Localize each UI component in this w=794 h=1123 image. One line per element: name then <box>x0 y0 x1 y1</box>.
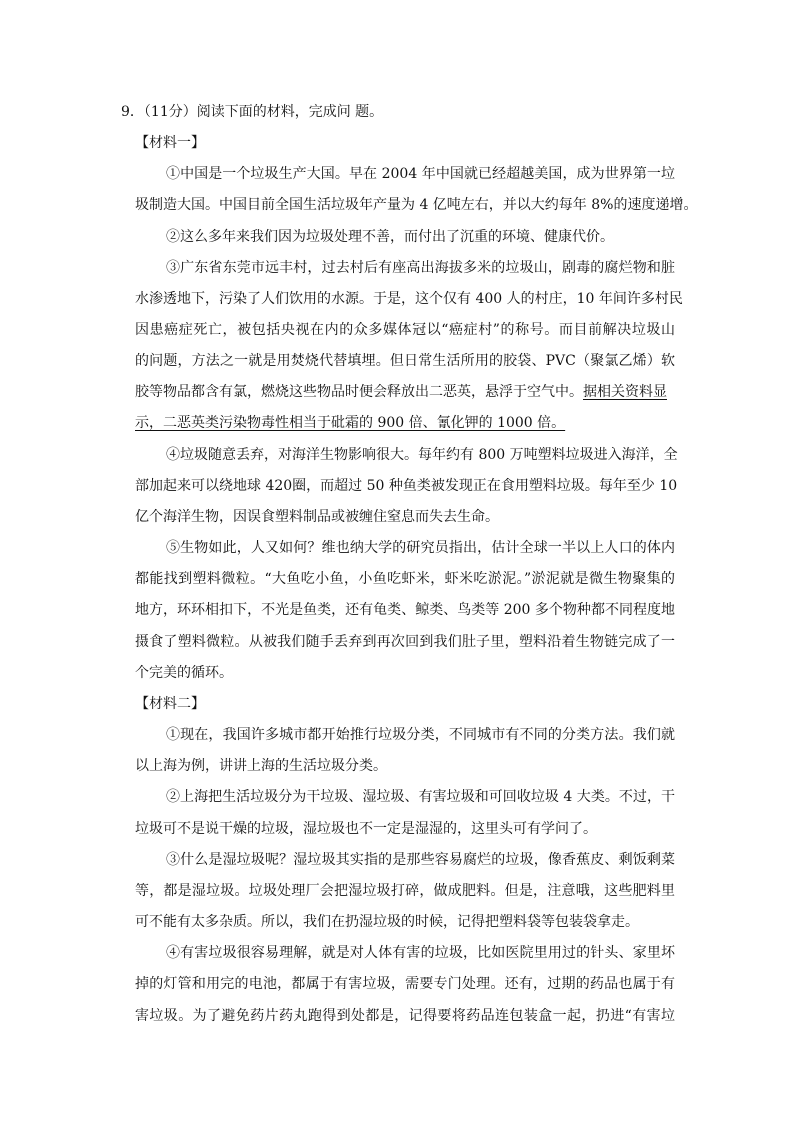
paragraph-line: ③广东省东莞市远丰村，过去村后有座高出海拔多米的垃圾山，剧毒的腐烂物和脏 <box>166 260 675 276</box>
paragraph-line: 垃圾可不是说干燥的垃圾，湿垃圾也不一定是湿湿的，这里头可有学问了。 <box>135 821 597 837</box>
material1-heading: 【材料一】 <box>135 135 205 151</box>
paragraph-line: ②这么多年来我们因为垃圾处理不善，而付出了沉重的环境、健康代价。 <box>166 229 614 245</box>
paragraph-line: ①现在，我国许多城市都开始推行垃圾分类，不同城市有不同的分类方法。我们就 <box>166 727 675 743</box>
question-title: 9．（11分）阅读下面的材料，完成问 题。 <box>121 104 384 120</box>
paragraph-line: ④有害垃圾很容易理解，就是对人体有害的垃圾，比如医院里用过的针头、家里坏 <box>166 945 675 961</box>
paragraph-line: 摄食了塑料微粒。从被我们随手丢弃到再次回到我们肚子里，塑料沿着生物链完成了一 <box>135 634 675 650</box>
paragraph-text: 胶等物品都含有氯，燃烧这些物品时便会释放出二恶英，悬浮于空气中。 <box>135 384 583 400</box>
paragraph-line <box>135 382 675 402</box>
paragraph-line: 部加起来可以绕地球 420圈，而超过 50 种鱼类被发现正在食用塑料垃圾。每年至少 10 <box>135 478 678 494</box>
paragraph-line: 等，都是湿垃圾。垃圾处理厂会把湿垃圾打碎，做成肥料。但是，注意哦，这些肥料里 <box>135 883 675 899</box>
material2-heading: 【材料二】 <box>135 696 205 712</box>
paragraph-line: ③什么是湿垃圾呢？湿垃圾其实指的是那些容易腐烂的垃圾，像香蕉皮、剩饭剩菜 <box>166 852 675 868</box>
underlined-text: 据相关资料显 <box>583 384 667 400</box>
paragraph-line: 可不能有太多杂质。所以，我们在扔湿垃圾的时候，记得把塑料袋等包装袋拿走。 <box>135 914 639 930</box>
paragraph-line <box>135 413 675 433</box>
underlined-text: 示，二恶英类污染物毒性相当于砒霜的 900 倍、氰化钾的 1000 倍。 <box>135 415 566 431</box>
paragraph-line: 圾制造大国。中国目前全国生活垃圾年产量为 4 亿吨左右，并以大约每年 8%的速度递增。 <box>135 197 698 213</box>
paragraph-line: 以上海为例，讲讲上海的生活垃圾分类。 <box>135 758 387 774</box>
paragraph-line: ①中国是一个垃圾生产大国。早在 2004 年中国就已经超越美国，成为世界第一垃 <box>166 166 675 182</box>
paragraph-line: 都能找到塑料微粒。“大鱼吃小鱼，小鱼吃虾米，虾米吃淤泥。”淤泥就是微生物聚集的 <box>135 571 675 587</box>
paragraph-line: ⑤生物如此，人又如何？维也纳大学的研究员指出，估计全球一半以上人口的体内 <box>166 540 675 556</box>
paragraph-line: ②上海把生活垃圾分为干垃圾、湿垃圾、有害垃圾和可回收垃圾 4 大类。不过，干 <box>166 789 675 805</box>
paragraph-line: 亿个海洋生物，因误食塑料制品或被缠住窒息而失去生命。 <box>135 509 499 525</box>
paragraph-line: 个完美的循环。 <box>135 665 233 681</box>
paragraph-line: 因患癌症死亡，被包括央视在内的众多媒体冠以“癌症村”的称号。而目前解决垃圾山 <box>135 322 675 338</box>
paragraph-line: 掉的灯管和用完的电池，都属于有害垃圾，需要专门处理。还有，过期的药品也属于有 <box>135 976 675 992</box>
paragraph-line: 地方，环环相扣下，不光是鱼类，还有龟类、鲸类、鸟类等 200 多个物种都不同程度地 <box>135 602 675 618</box>
paragraph-line: 的问题，方法之一就是用焚烧代替填埋。但日常生活所用的胶袋、PVC（聚氯乙烯）软 <box>135 353 675 369</box>
paragraph-line: 水渗透地下，污染了人们饮用的水源。于是，这个仅有 400 人的村庄，10 年间许多村民 <box>135 291 683 307</box>
paragraph-line: 害垃圾。为了避免药片药丸跑得到处都是，记得要将药品连包装盒一起，扔进“有害垃 <box>135 1008 675 1024</box>
paragraph-line: ④垃圾随意丢弃，对海洋生物影响很大。每年约有 800 万吨塑料垃圾进入海洋，全 <box>166 447 678 463</box>
